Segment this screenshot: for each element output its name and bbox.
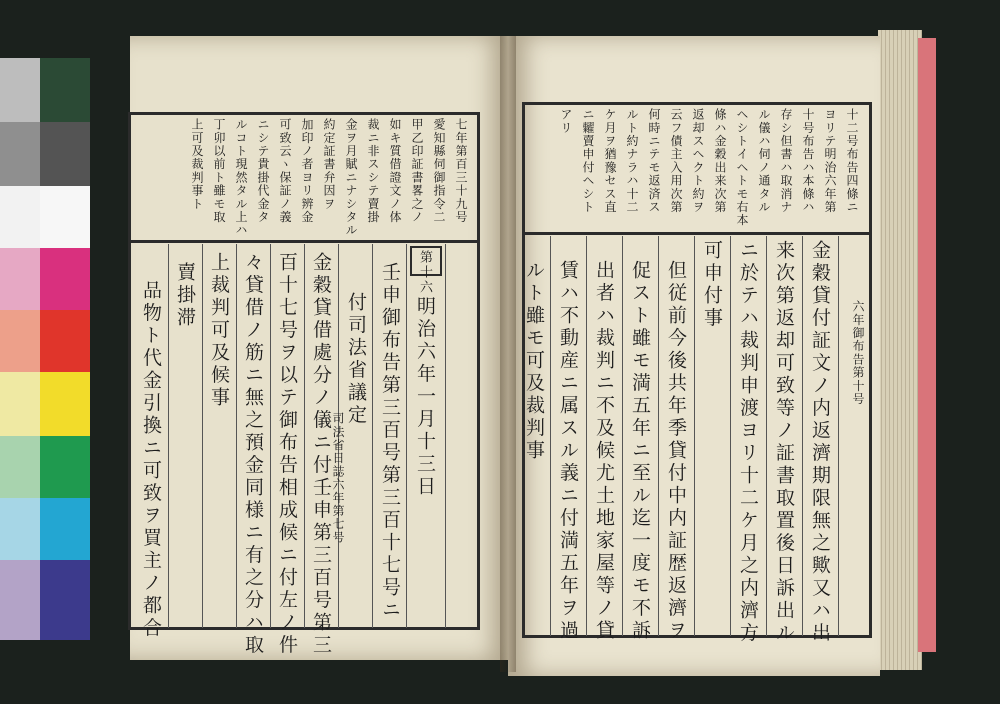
commentary-column: 可致云ヽ保証ノ義	[278, 118, 292, 224]
text-column: 促スト雖モ満五年ニ至ル迄一度モ不訴	[629, 260, 651, 643]
commentary-column: 存シ但書ハ取消ナ	[779, 108, 793, 214]
column-rule	[445, 244, 446, 628]
commentary-column: 約定証書弁因ヲ	[322, 118, 336, 211]
book-gutter	[500, 36, 516, 672]
text-column: ニ於テハ裁判申渡ヨリ十二ケ月之内濟方	[737, 240, 759, 645]
column-rule	[372, 244, 373, 628]
commentary-column: 加印ノ者ヨリ辨金	[300, 118, 314, 224]
commentary-column: 云フ債主入用次第	[669, 108, 683, 214]
text-column: 上裁判可及候事	[208, 252, 230, 410]
commentary-column: ニ糶賣申付ヘシト	[581, 108, 595, 214]
column-rule	[838, 236, 839, 636]
text-column: 来次第返却可致等ノ証書取置後日訴出ル	[773, 240, 795, 645]
commentary-column: 甲乙印証書畧之ノ	[410, 118, 424, 224]
column-rule	[550, 236, 551, 636]
book-cover-edge	[918, 38, 936, 652]
commentary-column: 十号布告ハ本條ハ	[801, 108, 815, 214]
column-rule	[406, 244, 407, 628]
right-divider	[522, 232, 872, 235]
text-column: 出者ハ裁判ニ不及候尤土地家屋等ノ貸	[593, 260, 615, 643]
column-rule	[270, 244, 271, 628]
text-column: 但従前今後共年季貸付中内証歴返濟ヲ	[665, 260, 687, 643]
commentary-column: 何時ニテモ返済ス	[647, 108, 661, 214]
commentary-column: 如キ質借證文ノ体	[388, 118, 402, 224]
commentary-column: 返却スヘクト約ヲ	[691, 108, 705, 214]
text-column: 壬申御布告第三百号第三百十七号ニ	[379, 262, 401, 622]
text-column: 賣掛滞	[174, 262, 196, 330]
commentary-column: 丁卯以前ト雖モ取	[212, 118, 226, 224]
color-calibration-strip	[0, 58, 90, 640]
commentary-column: 金ヲ月賦ニナシタル	[344, 118, 358, 237]
commentary-column: 上可及裁判事ト	[190, 118, 204, 211]
text-column: 可申付事	[701, 240, 723, 330]
left-divider	[128, 240, 480, 243]
column-rule	[168, 244, 169, 628]
column-rule	[766, 236, 767, 636]
commentary-column: ヨリテ明治六年第	[823, 108, 837, 214]
text-column: 金穀貸借處分ノ儀ニ付壬申第三百号第三	[310, 252, 332, 657]
text-column: 々貸借ノ筋ニ無之預金同様ニ有之分ハ取	[242, 252, 264, 657]
column-rule	[694, 236, 695, 636]
column-rule	[658, 236, 659, 636]
column-rule	[586, 236, 587, 636]
commentary-column: 條ハ金穀出来次第	[713, 108, 727, 214]
column-rule	[236, 244, 237, 628]
commentary-column: ヘシトイヘトモ右本	[735, 108, 749, 227]
source-note: 司法省日誌六年第七号	[331, 412, 345, 544]
text-column: 賃ハ不動産ニ属スル義ニ付満五年ヲ過	[557, 260, 579, 643]
commentary-column: 七年第百三十九号	[454, 118, 468, 224]
column-rule	[202, 244, 203, 628]
text-column: 百十七号ヲ以テ御布告相成候ニ付左ノ件	[276, 252, 298, 657]
text-column: 金穀貸付証文ノ内返濟期限無之歟又ハ出	[809, 240, 831, 645]
text-column: 品物ト代金引換ニ可致ヲ買主ノ都合	[140, 280, 162, 640]
article-number: 第十六	[417, 250, 432, 295]
page-edges	[878, 30, 922, 670]
commentary-column: ルコト現然タル上ハ	[234, 118, 248, 237]
commentary-column: 愛知縣伺御指令二	[432, 118, 446, 224]
date-line: 明治六年一月十三日	[414, 296, 436, 499]
column-rule	[304, 244, 305, 628]
commentary-column: ケ月ヲ猶豫セス直	[603, 108, 617, 214]
margin-header: 六年御布告第十号	[851, 300, 865, 406]
text-column: 付司法省議定	[345, 292, 367, 427]
commentary-column: アリ	[559, 108, 573, 135]
commentary-column: ルト約ナラハ十二	[625, 108, 639, 214]
commentary-column: 十二号布告四條ニ	[845, 108, 859, 214]
text-column: ルト雖モ可及裁判事	[523, 260, 545, 463]
column-rule	[622, 236, 623, 636]
column-rule	[802, 236, 803, 636]
commentary-column: 裁ニ非スシテ賣掛	[366, 118, 380, 224]
commentary-column: ニシテ貴掛代金タ	[256, 118, 270, 224]
column-rule	[730, 236, 731, 636]
commentary-column: ル儀ハ伺ノ通タル	[757, 108, 771, 214]
